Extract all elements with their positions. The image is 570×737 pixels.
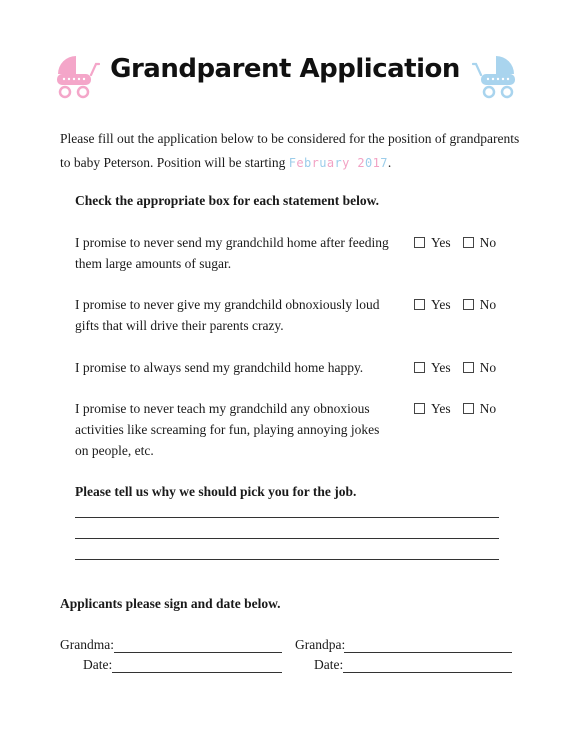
- yes-checkbox[interactable]: [414, 403, 425, 414]
- grandma-signature-line[interactable]: [114, 652, 282, 653]
- signature-heading: Applicants please sign and date below.: [60, 596, 281, 611]
- no-option[interactable]: [463, 398, 497, 419]
- statement-2-options: [414, 294, 508, 315]
- statement-2: I promise to never give my grandchild obnoxiously loud gifts that will drive their parents crazy.: [75, 297, 380, 333]
- grandma-date-label: Date:: [83, 657, 113, 672]
- yes-checkbox[interactable]: [414, 299, 425, 310]
- yes-checkbox[interactable]: [414, 237, 425, 248]
- answer-line-2[interactable]: [75, 538, 499, 539]
- page-title: Grandparent Application: [110, 54, 460, 84]
- no-label: No: [479, 297, 497, 312]
- no-option[interactable]: [463, 294, 497, 315]
- grandpa-date-line[interactable]: [343, 672, 512, 673]
- no-label: No: [479, 235, 497, 250]
- no-checkbox[interactable]: [463, 299, 474, 310]
- yes-option[interactable]: [414, 357, 451, 378]
- intro-paragraph: [60, 127, 530, 175]
- intro-text: Please fill out the application below to be considered for the position of grandparents to baby Peterson. Position will be starting: [60, 131, 520, 170]
- no-label: No: [479, 360, 497, 375]
- yes-label: Yes: [431, 235, 451, 250]
- yes-label: Yes: [431, 401, 451, 416]
- statement-3: I promise to always send my grandchild home happy.: [75, 360, 364, 375]
- statement-1: I promise to never send my grandchild home after feeding them large amounts of sugar.: [75, 235, 389, 271]
- start-date: February 2017: [288, 156, 388, 170]
- grandpa-label: Grandpa:: [295, 637, 346, 652]
- answer-line-1[interactable]: [75, 517, 499, 518]
- intro-text-end: .: [387, 155, 392, 170]
- no-label: No: [479, 401, 497, 416]
- no-checkbox[interactable]: [463, 237, 474, 248]
- grandpa-date-label: Date:: [314, 657, 344, 672]
- no-option[interactable]: [463, 232, 497, 253]
- no-option[interactable]: [463, 357, 497, 378]
- grandma-label: Grandma:: [60, 637, 114, 652]
- yes-checkbox[interactable]: [414, 362, 425, 373]
- reasons-heading: Please tell us why we should pick you for the job.: [75, 484, 357, 499]
- checklist-heading: Check the appropriate box for each statement below.: [75, 193, 379, 208]
- yes-option[interactable]: [414, 232, 451, 253]
- grandpa-signature-line[interactable]: [344, 652, 512, 653]
- no-checkbox[interactable]: [463, 403, 474, 414]
- answer-line-3[interactable]: [75, 559, 499, 560]
- yes-option[interactable]: [414, 294, 451, 315]
- blue-baby-carriage-icon: [472, 50, 520, 100]
- yes-label: Yes: [431, 297, 451, 312]
- statement-1-options: [414, 232, 508, 253]
- yes-label: Yes: [431, 360, 451, 375]
- statement-4-options: [414, 398, 508, 419]
- yes-option[interactable]: [414, 398, 451, 419]
- no-checkbox[interactable]: [463, 362, 474, 373]
- grandma-date-line[interactable]: [112, 672, 282, 673]
- statement-4: I promise to never teach my grandchild any obnoxious activities like screaming for fun, playing annoying jokes on people, etc.: [75, 401, 380, 458]
- statement-3-options: [414, 357, 508, 378]
